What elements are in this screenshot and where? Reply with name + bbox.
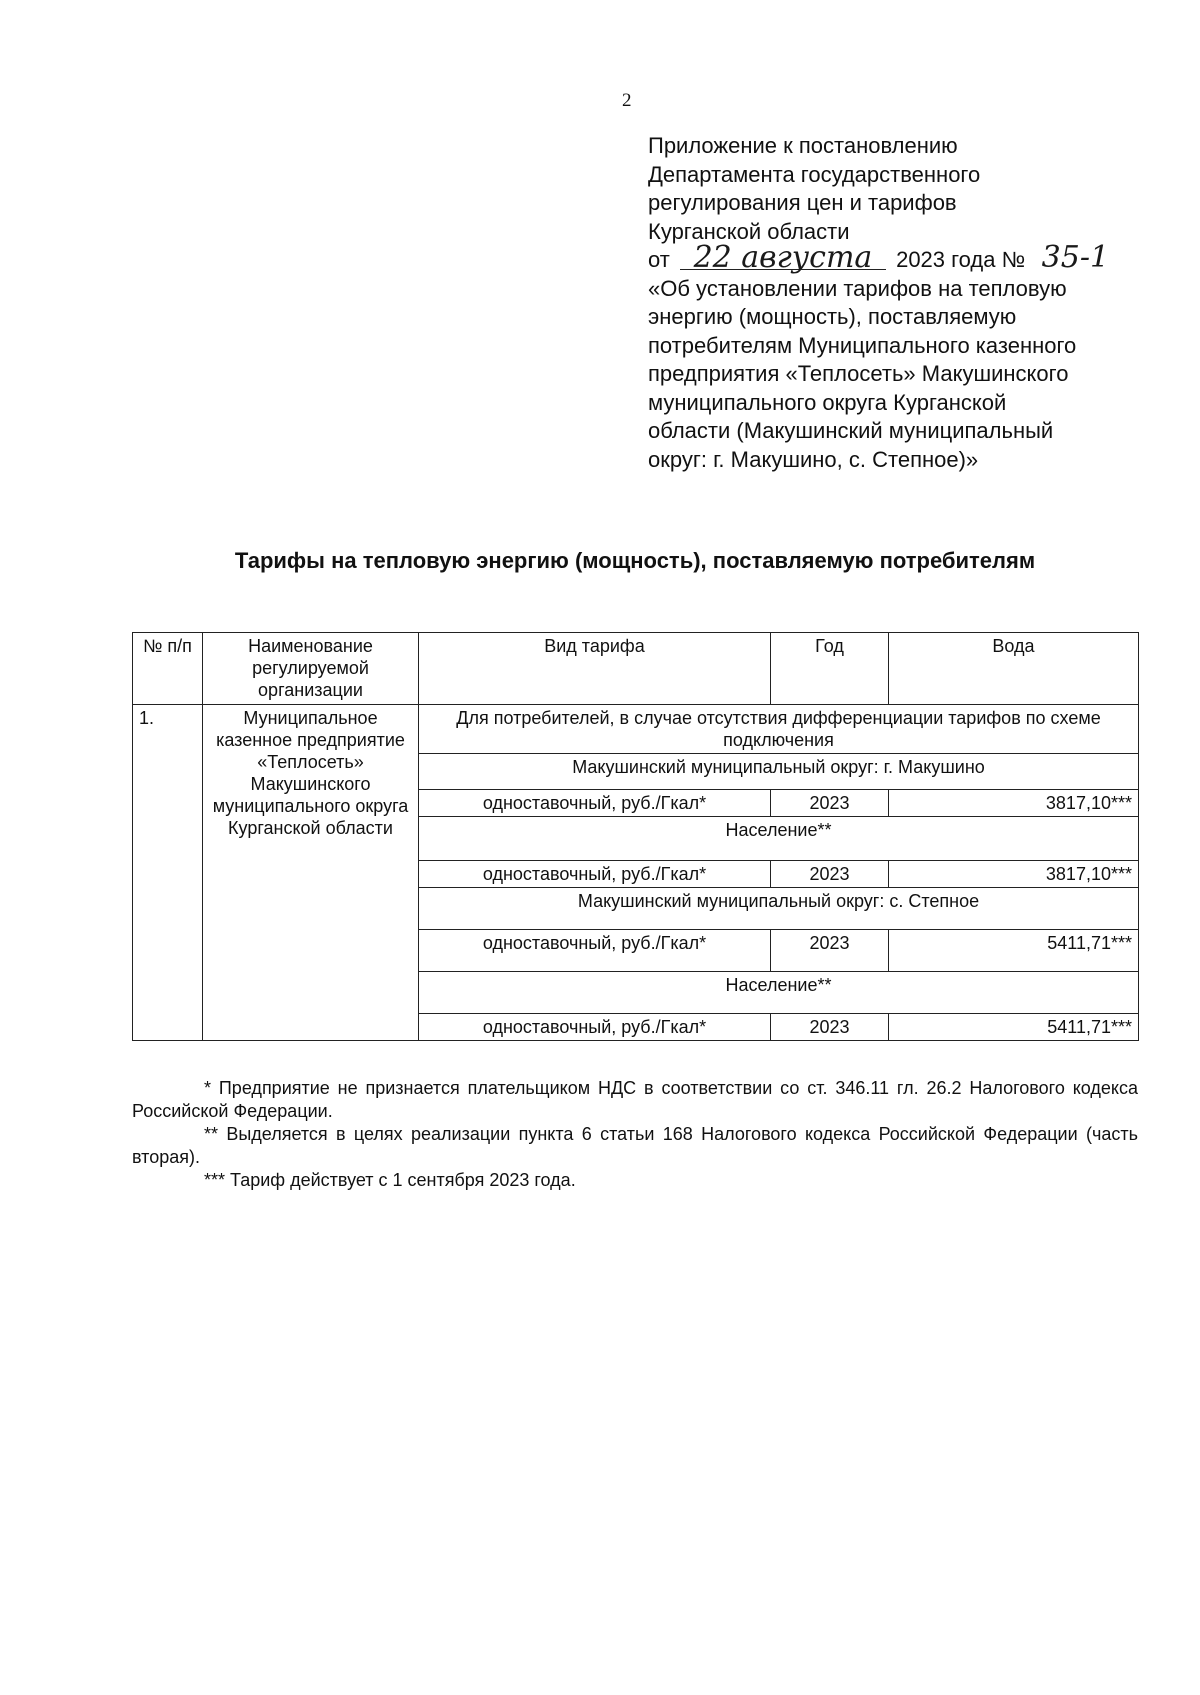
appendix-line: округ: г. Макушино, с. Степное)» xyxy=(648,446,979,472)
appendix-line: потребителям Муниципального казенного xyxy=(648,332,1077,358)
page-number: 2 xyxy=(622,90,632,111)
tariff-value: 5411,71*** xyxy=(889,930,1139,972)
tariff-type: одноставочный, руб./Гкал* xyxy=(419,861,771,888)
appendix-line: области (Макушинский муниципальный xyxy=(648,418,1054,443)
header-year: Год xyxy=(771,633,889,705)
group-label: Макушинский муниципальный округ: с. Степное xyxy=(419,888,1139,930)
appendix-block xyxy=(648,132,1168,474)
handwritten-date: 22 августа xyxy=(680,247,886,270)
tariff-year: 2023 xyxy=(771,861,889,888)
document-title: Тарифы на тепловую энергию (мощность), поставляемую потребителям xyxy=(234,548,1036,573)
footnote: * Предприятие не признается плательщиком НДС в соответствии со ст. 346.11 гл. 26.2 Налогового кодекса Российской Федерации. xyxy=(132,1078,1138,1121)
header-type: Вид тарифа xyxy=(419,633,771,705)
section-header: Для потребителей, в случае отсутствия дифференциации тарифов по схеме подключения xyxy=(419,705,1139,754)
header-water: Вода xyxy=(889,633,1139,705)
appendix-date-line xyxy=(648,240,1168,275)
appendix-line: муниципального округа Курганской xyxy=(648,389,1007,415)
tariff-value: 3817,10*** xyxy=(889,790,1139,817)
appendix-line: Департамента государственного xyxy=(648,161,981,187)
footnotes xyxy=(132,1077,1138,1192)
org-name: Муниципальное казенное предприятие «Теплосеть» Макушинского муниципального округа Курганской области xyxy=(203,705,419,1041)
group-label: Население** xyxy=(419,972,1139,1014)
tariff-type: одноставочный, руб./Гкал* xyxy=(419,1014,771,1041)
tariff-table xyxy=(132,632,1139,1041)
tariff-type: одноставочный, руб./Гкал* xyxy=(419,790,771,817)
group-label: Макушинский муниципальный округ: г. Макушино xyxy=(419,754,1139,790)
tariff-year: 2023 xyxy=(771,930,889,972)
appendix-line: Приложение к постановлению xyxy=(648,133,958,158)
footnote: ** Выделяется в целях реализации пункта 6 статьи 168 Налогового кодекса Российской Федерации (часть вторая). xyxy=(132,1124,1138,1167)
tariff-year: 2023 xyxy=(771,1014,889,1041)
group-label: Население** xyxy=(419,817,1139,861)
table-row xyxy=(133,705,1139,754)
appendix-line: регулирования цен и тарифов xyxy=(648,190,957,215)
header-org: Наименование регулируемой организации xyxy=(203,633,419,705)
tariff-year: 2023 xyxy=(771,790,889,817)
tariff-value: 5411,71*** xyxy=(889,1014,1139,1041)
appendix-line: предприятия «Теплосеть» Макушинского xyxy=(648,361,1069,386)
from-prefix: от xyxy=(648,247,670,272)
tariff-value: 3817,10*** xyxy=(889,861,1139,888)
header-num: № п/п xyxy=(133,633,203,705)
table-header-row xyxy=(133,633,1139,705)
row-number: 1. xyxy=(133,705,203,1041)
year-text: 2023 года № xyxy=(896,247,1026,272)
footnote: *** Тариф действует с 1 сентября 2023 года. xyxy=(204,1170,576,1190)
handwritten-number: 35-1 xyxy=(1041,240,1110,275)
tariff-type: одноставочный, руб./Гкал* xyxy=(419,930,771,972)
appendix-line: Курганской области xyxy=(648,218,850,244)
appendix-line: «Об установлении тарифов на тепловую xyxy=(648,275,1067,301)
appendix-line: энергию (мощность), поставляемую xyxy=(648,304,1017,329)
